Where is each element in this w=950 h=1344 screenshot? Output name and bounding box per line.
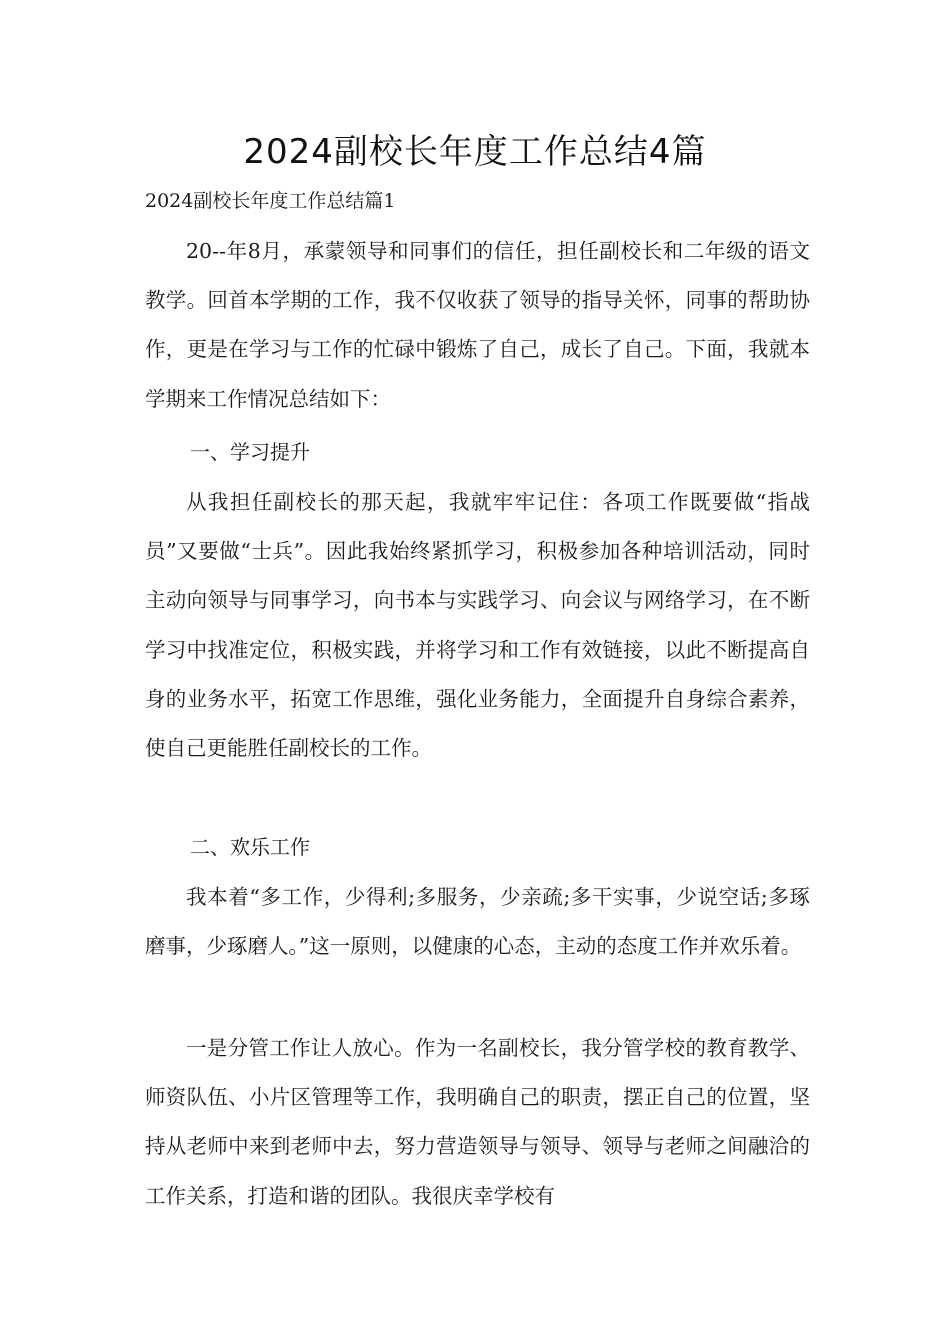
section-heading-1: 一、学习提升	[190, 440, 310, 464]
document-subtitle: 2024副校长年度工作总结篇1	[145, 190, 396, 212]
paragraph-2: 从我担任副校长的那天起，我就牢牢记住：各项工作既要做“指战员”又要做“士兵”。因此我始终紧抓学习，积极参加各种培训活动，同时主动向领导与同事学习，向书本与实践学习、向会议与网络学习，在不断学习中找准定位，积极实践，并将学习和工作有效链接，以此不断提高自身的业务水平，拓宽工作思维，强化业务能力，全面提升自身综合素养，使自己更能胜任副校长的工作。	[145, 490, 810, 761]
paragraph-4: 一是分管工作让人放心。作为一名副校长，我分管学校的教育教学、师资队伍、小片区管理等工作，我明确自己的职责，摆正自己的位置，坚持从老师中来到老师中去，努力营造领导与领导、领导与老师之间融洽的工作关系，打造和谐的团队。我很庆幸学校有	[145, 1036, 810, 1208]
paragraph-1: 20--年8月，承蒙领导和同事们的信任，担任副校长和二年级的语文教学。回首本学期的工作，我不仅收获了领导的指导关怀，同事的帮助协作，更是在学习与工作的忙碌中锻炼了自己，成长了自己。下面，我就本学期来工作情况总结如下：	[145, 239, 810, 411]
document-title: 2024副校长年度工作总结4篇	[243, 132, 707, 172]
paragraph-3: 我本着“多工作，少得利;多服务，少亲疏;多干实事，少说空话;多琢磨事，少琢磨人。”这一原则，以健康的心态，主动的态度工作并欢乐着。	[145, 885, 810, 959]
section-heading-2: 二、欢乐工作	[190, 835, 310, 859]
